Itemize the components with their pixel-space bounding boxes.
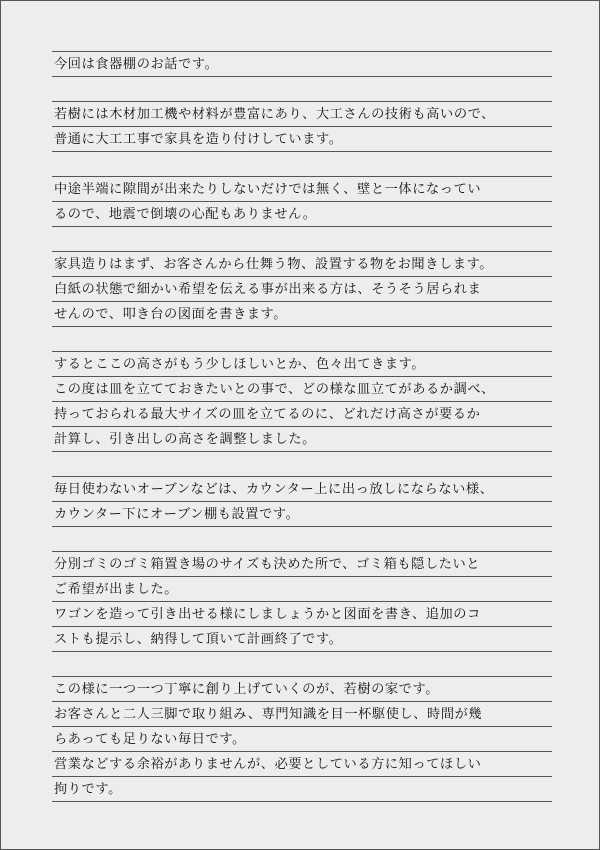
blank-line xyxy=(52,326,552,351)
text-line-content: この度は皿を立てておきたいとの事で、どの様な皿立てがあるか調べ、 xyxy=(54,382,495,397)
text-line-content: 普通に大工工事で家具を造り付けしています。 xyxy=(54,132,343,147)
text-line xyxy=(52,276,552,301)
text-line-content: 拘りです。 xyxy=(54,782,122,797)
text-line xyxy=(52,251,552,276)
text-line-content: 中途半端に隙間が出来たりしないだけでは無く、壁と一体になってい xyxy=(54,182,482,197)
text-line xyxy=(52,351,552,376)
text-line-content: この様に一つ一つ丁寧に創り上げていくのが、若樹の家です。 xyxy=(54,682,439,697)
text-line-content: らあっても足りない毎日です。 xyxy=(54,732,246,747)
text-line-content: ご希望が出ました。 xyxy=(54,582,179,597)
blank-line xyxy=(52,226,552,251)
text-line xyxy=(52,126,552,151)
text-line xyxy=(52,426,552,451)
text-line xyxy=(52,376,552,401)
text-line-content: 今回は食器棚のお話です。 xyxy=(54,57,219,72)
closing-rule xyxy=(52,801,552,802)
text-line-content: するとここの高さがもう少しほしいとか、色々出てきます。 xyxy=(54,357,426,372)
text-line xyxy=(52,401,552,426)
text-line xyxy=(52,51,552,76)
text-line xyxy=(52,301,552,326)
text-line-content: 毎日使わないオーブンなどは、カウンター上に出っ放しにならない様、 xyxy=(54,482,494,497)
text-line xyxy=(52,726,552,751)
blank-line xyxy=(52,76,552,101)
text-line-content: お客さんと二人三脚で取り組み、専門知識を目一杯駆使し、時間が幾 xyxy=(54,707,483,722)
text-line xyxy=(52,701,552,726)
blank-line xyxy=(52,526,552,551)
blank-line xyxy=(52,151,552,176)
text-line xyxy=(52,476,552,501)
text-line xyxy=(52,751,552,776)
ruled-text-area xyxy=(52,51,552,802)
text-line-content: 家具造りはまず、お客さんから仕舞う物、設置する物をお聞きします。 xyxy=(54,257,494,272)
text-line xyxy=(52,551,552,576)
text-line-content: 白紙の状態で細かい希望を伝える事が出来る方は、そうそう居られま xyxy=(54,282,482,297)
text-line xyxy=(52,201,552,226)
text-line xyxy=(52,501,552,526)
text-line-content: ワゴンを造って引き出せる様にしましょうかと図面を書き、追加のコ xyxy=(54,607,481,622)
blank-line xyxy=(52,451,552,476)
text-line xyxy=(52,776,552,801)
text-line xyxy=(52,576,552,601)
text-line xyxy=(52,676,552,701)
text-line-content: 若樹には木材加工機や材料が豊富にあり、大工さんの技術も高いので、 xyxy=(54,107,495,122)
text-line-content: 持っておられる最大サイズの皿を立てるのに、どれだけ高さが要るか xyxy=(54,407,481,422)
text-line xyxy=(52,601,552,626)
blank-line xyxy=(52,651,552,676)
text-line-content: 営業などする余裕がありませんが、必要としている方に知ってほしい xyxy=(54,757,482,772)
text-line-content: 分別ゴミのゴミ箱置き場のサイズも決めた所で、ゴミ箱も隠したいと xyxy=(54,557,481,572)
text-line-content: るので、地震で倒壊の心配もありません。 xyxy=(54,207,317,222)
text-line xyxy=(52,176,552,201)
text-line-content: ストも提示し、納得して頂いて計画終了です。 xyxy=(54,632,343,647)
text-line xyxy=(52,101,552,126)
text-line-content: 計算し、引き出しの高さを調整しました。 xyxy=(54,432,316,447)
text-line-content: せんので、叩き台の図面を書きます。 xyxy=(54,307,288,322)
text-line xyxy=(52,626,552,651)
text-line-content: カウンター下にオーブン棚も設置です。 xyxy=(54,507,300,522)
